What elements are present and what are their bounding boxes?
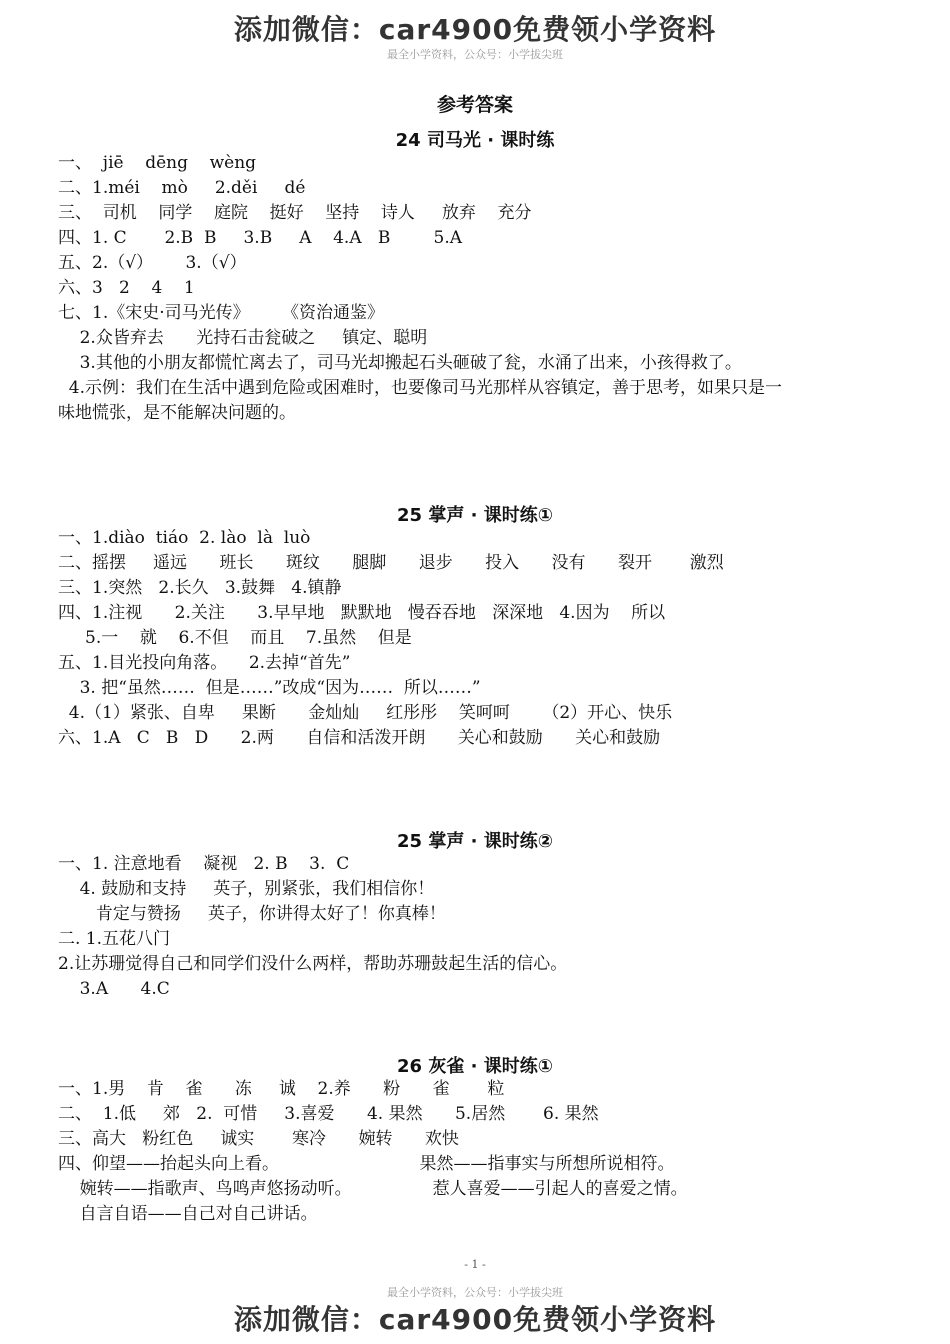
answer-line: 一、1. 注意地看 凝视 2. B 3. C (58, 854, 350, 874)
answer-line: 四、仰望——抬起头向上看。 果然——指事实与所想所说相符。 (58, 1154, 675, 1174)
answer-line: 一、1.男 肯 雀 冻 诚 2.养 粉 雀 粒 (58, 1079, 505, 1099)
watermark-banner-bottom: 添加微信：car4900免费领小学资料 (233, 1303, 717, 1336)
answer-line: 味地慌张，是不能解决问题的。 (58, 403, 296, 423)
answer-line: 2.让苏珊觉得自己和同学们没什么两样，帮助苏珊鼓起生活的信心。 (58, 954, 568, 974)
faint-footer-text: 最全小学资料，公众号：小学拔尖班 (387, 1286, 563, 1299)
answer-line: 三、 司机 同学 庭院 挺好 坚持 诗人 放弃 充分 (58, 203, 532, 223)
answer-line: 三、1.突然 2.长久 3.鼓舞 4.镇静 (58, 578, 342, 598)
answer-line: 二. 1.五花八门 (58, 929, 171, 949)
answer-line: 5.一 就 6.不但 而且 7.虽然 但是 (58, 628, 412, 648)
answer-line: 3.其他的小朋友都慌忙离去了，司马光却搬起石头砸破了瓮，水涌了出来，小孩得救了。 (58, 353, 742, 373)
answer-line: 五、2.（√） 3.（√） (58, 253, 247, 273)
answer-line: 四、1. C 2.B B 3.B A 4.A B 5.A (58, 228, 463, 248)
answer-line: 一、 jiē dēng wèng (58, 153, 257, 173)
faint-header-text: 最全小学资料，公众号：小学拔尖班 (387, 48, 563, 61)
answer-line: 四、1.注视 2.关注 3.早早地 默默地 慢吞吞地 深深地 4.因为 所以 (58, 603, 666, 623)
answer-line: 一、1.diào tiáo 2. lào là luò (58, 528, 311, 548)
section-title-24: 24 司马光 · 课时练 (395, 130, 555, 151)
section-title-26-1: 26 灰雀 · 课时练① (397, 1056, 553, 1077)
answer-line: 七、1.《宋史·司马光传》 《资治通鉴》 (58, 303, 385, 323)
section-title-25-1: 25 掌声 · 课时练① (397, 505, 553, 526)
answer-line: 三、高大 粉红色 诚实 寒冷 婉转 欢快 (58, 1129, 459, 1149)
answer-line: 3.A 4.C (58, 979, 170, 999)
section-title-25-2: 25 掌声 · 课时练② (397, 831, 553, 852)
answer-line: 婉转——指歌声、鸟鸣声悠扬动听。 惹人喜爱——引起人的喜爱之情。 (58, 1179, 688, 1199)
answer-line: 二、 1.低 郊 2. 可惜 3.喜爱 4. 果然 5.居然 6. 果然 (58, 1104, 599, 1124)
answer-line: 五、1.目光投向角落。 2.去掉“首先” (58, 653, 351, 673)
answer-line: 二、1.méi mò 2.děi dé (58, 178, 306, 198)
answer-line: 肯定与赞扬 英子，你讲得太好了！你真棒！ (58, 904, 446, 924)
page-number: - 1 - (464, 1258, 486, 1271)
answer-line: 2.众皆弃去 光持石击瓮破之 镇定、聪明 (58, 328, 428, 348)
document-title: 参考答案 (436, 94, 513, 116)
answer-line: 4.（1）紧张、自卑 果断 金灿灿 红彤彤 笑呵呵 （2）开心、快乐 (58, 703, 673, 723)
answer-line: 3. 把“虽然…… 但是……”改成“因为…… 所以……” (58, 678, 481, 698)
answer-line: 4. 鼓励和支持 英子，别紧张，我们相信你！ (58, 879, 435, 899)
watermark-banner-top: 添加微信：car4900免费领小学资料 (233, 13, 717, 46)
answer-line: 六、1.A C B D 2.两 自信和活泼开朗 关心和鼓励 关心和鼓励 (58, 728, 661, 748)
answer-line: 自言自语——自己对自己讲话。 (58, 1204, 318, 1224)
answer-line: 二、摇摆 遥远 班长 斑纹 腿脚 退步 投入 没有 裂开 激烈 (58, 553, 724, 573)
answer-line: 六、3 2 4 1 (58, 278, 195, 298)
answer-line: 4.示例：我们在生活中遇到危险或困难时，也要像司马光那样从容镇定，善于思考，如果只是一 (58, 378, 783, 398)
